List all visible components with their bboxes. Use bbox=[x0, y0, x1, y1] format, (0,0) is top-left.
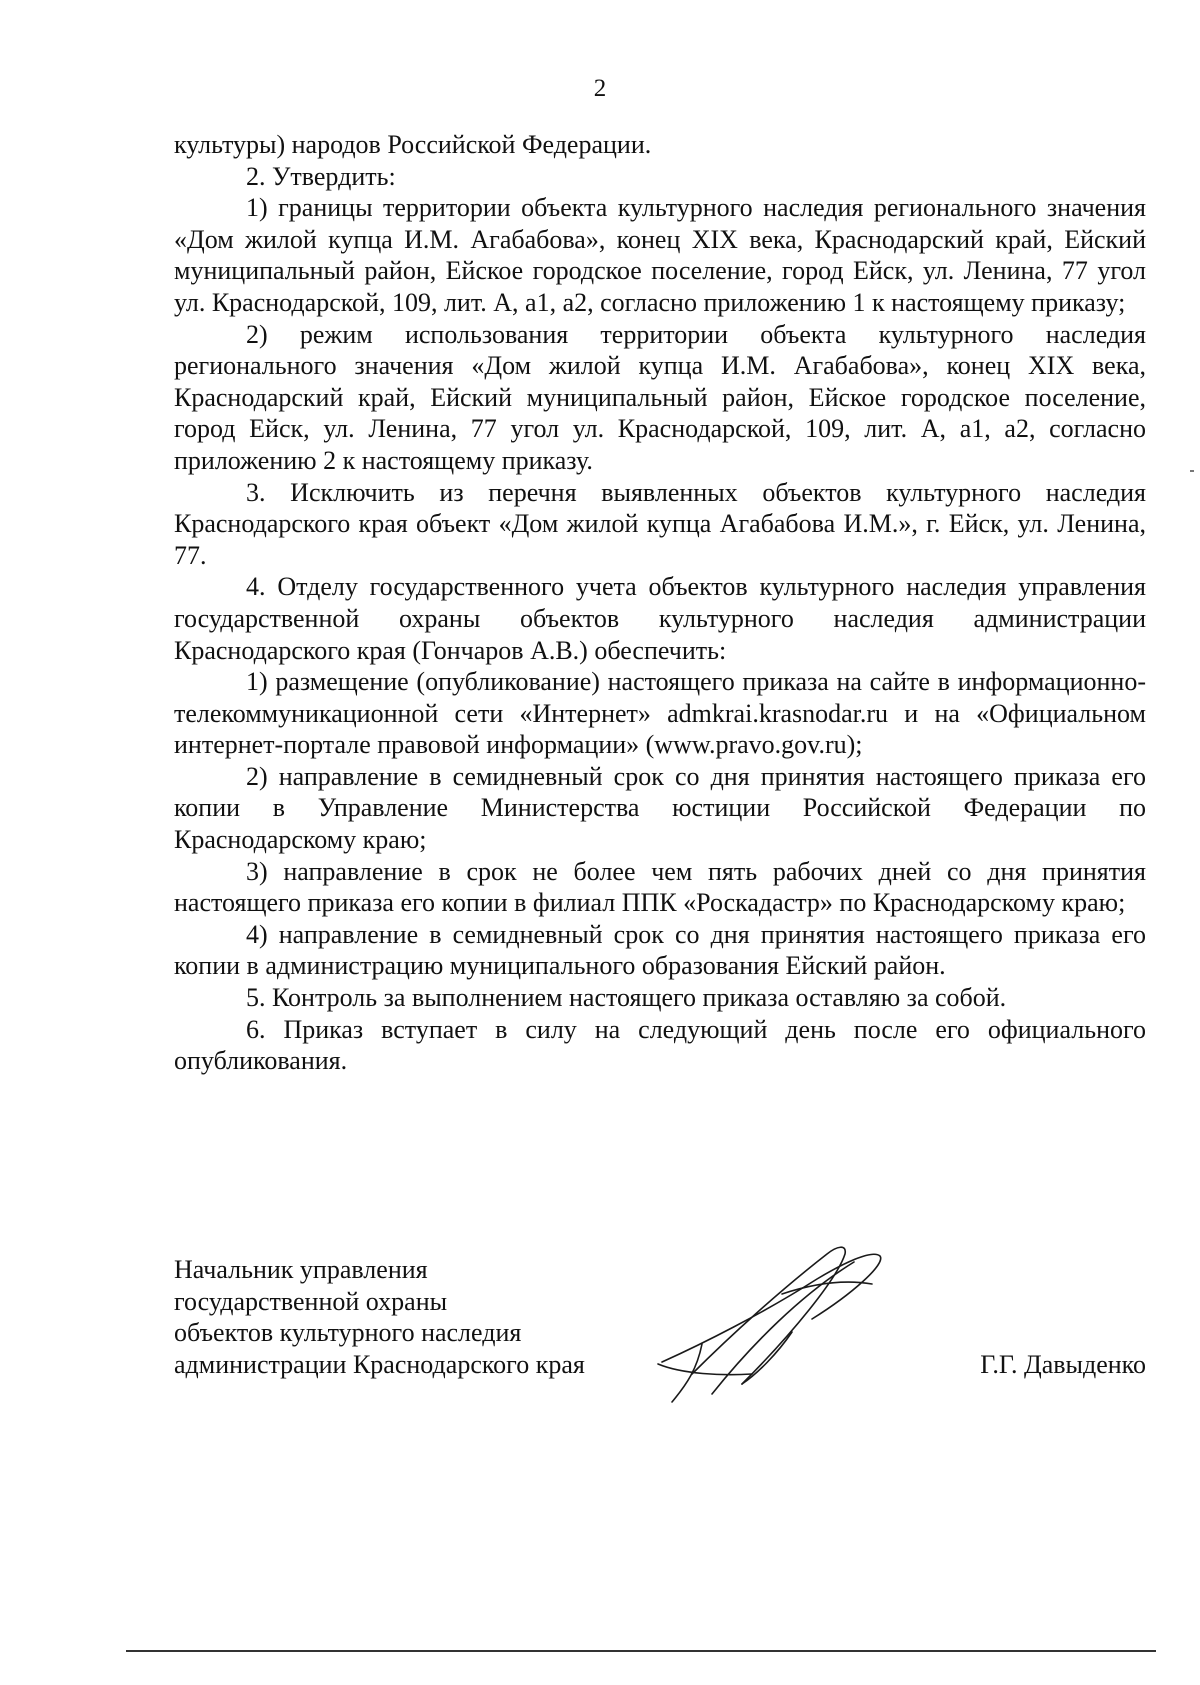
document-body bbox=[174, 129, 1146, 1077]
paragraph-continuation: культуры) народов Российской Федерации. bbox=[174, 130, 652, 159]
signatory-position bbox=[174, 1254, 585, 1380]
paragraph-item-2: 2. Утвердить: bbox=[246, 161, 396, 191]
scan-edge-mark bbox=[1190, 470, 1194, 472]
paragraph-subitem-4-3: 3) направление в срок не более чем пять рабочих дней со дня принятия настоящего приказа его копии в филиал ППК «Роскадастр» по Краснодарскому краю; bbox=[174, 856, 1146, 918]
signature-block bbox=[174, 1254, 1146, 1434]
position-line: администрации Краснодарского края bbox=[174, 1349, 585, 1379]
position-line: объектов культурного наследия bbox=[174, 1318, 522, 1348]
page-number: 2 bbox=[593, 75, 607, 102]
position-line: государственной охраны bbox=[174, 1286, 448, 1316]
bottom-rule bbox=[126, 1650, 1156, 1652]
paragraph-subitem-2-2: 2) режим использования территории объекта культурного наследия регионального значения «Дом жилой купца И.М. Агабабова», конец XIX века, Краснодарский край, Ейский муниципальный район, Ейское городское поселение, город Ейск, ул. Ленина, 77 угол ул. Краснодарской, 109, лит. А, а1, а2, согласно приложению 2 к настоящему приказу. bbox=[174, 319, 1146, 475]
handwritten-signature-icon bbox=[642, 1224, 892, 1404]
paragraph-subitem-4-1: 1) размещение (опубликование) настоящего приказа на сайте в информационно-телекоммуникационной сети «Интернет» admkrai.krasnodar.ru и на «Официальном интернет-портале правовой информации» (www.pravo.gov.ru); bbox=[174, 667, 1146, 760]
paragraph-item-3: 3. Исключить из перечня выявленных объектов культурного наследия Краснодарского края объект «Дом жилой купца Агабабова И.М.», г. Ейск, ул. Ленина, 77. bbox=[174, 477, 1146, 570]
position-line: Начальник управления bbox=[174, 1255, 428, 1284]
paragraph-item-4: 4. Отделу государственного учета объектов культурного наследия управления государственной охраны объектов культурного наследия администрации Краснодарского края (Гончаров А.В.) обеспечить: bbox=[174, 572, 1146, 665]
paragraph-subitem-4-4: 4) направление в семидневный срок со дня принятия настоящего приказа его копии в администрацию муниципального образования Ейский район. bbox=[174, 919, 1146, 981]
paragraph-subitem-2-1: 1) границы территории объекта культурного наследия регионального значения «Дом жилой купца И.М. Агабабова», конец XIX века, Краснодарский край, Ейский муниципальный район, Ейское городское поселение, город Ейск, ул. Ленина, 77 угол ул. Краснодарской, 109, лит. А, а1, а2, согласно приложению 1 к настоящему приказу; bbox=[174, 193, 1146, 317]
paragraph-subitem-4-2: 2) направление в семидневный срок со дня принятия настоящего приказа его копии в Управление Министерства юстиции Российской Федерации по Краснодарскому краю; bbox=[174, 761, 1146, 855]
signatory-name: Г.Г. Давыденко bbox=[980, 1349, 1146, 1379]
paragraph-item-6: 6. Приказ вступает в силу на следующий день после его официального опубликования. bbox=[174, 1014, 1146, 1076]
paragraph-item-5: 5. Контроль за выполнением настоящего приказа оставляю за собой. bbox=[246, 983, 1007, 1013]
